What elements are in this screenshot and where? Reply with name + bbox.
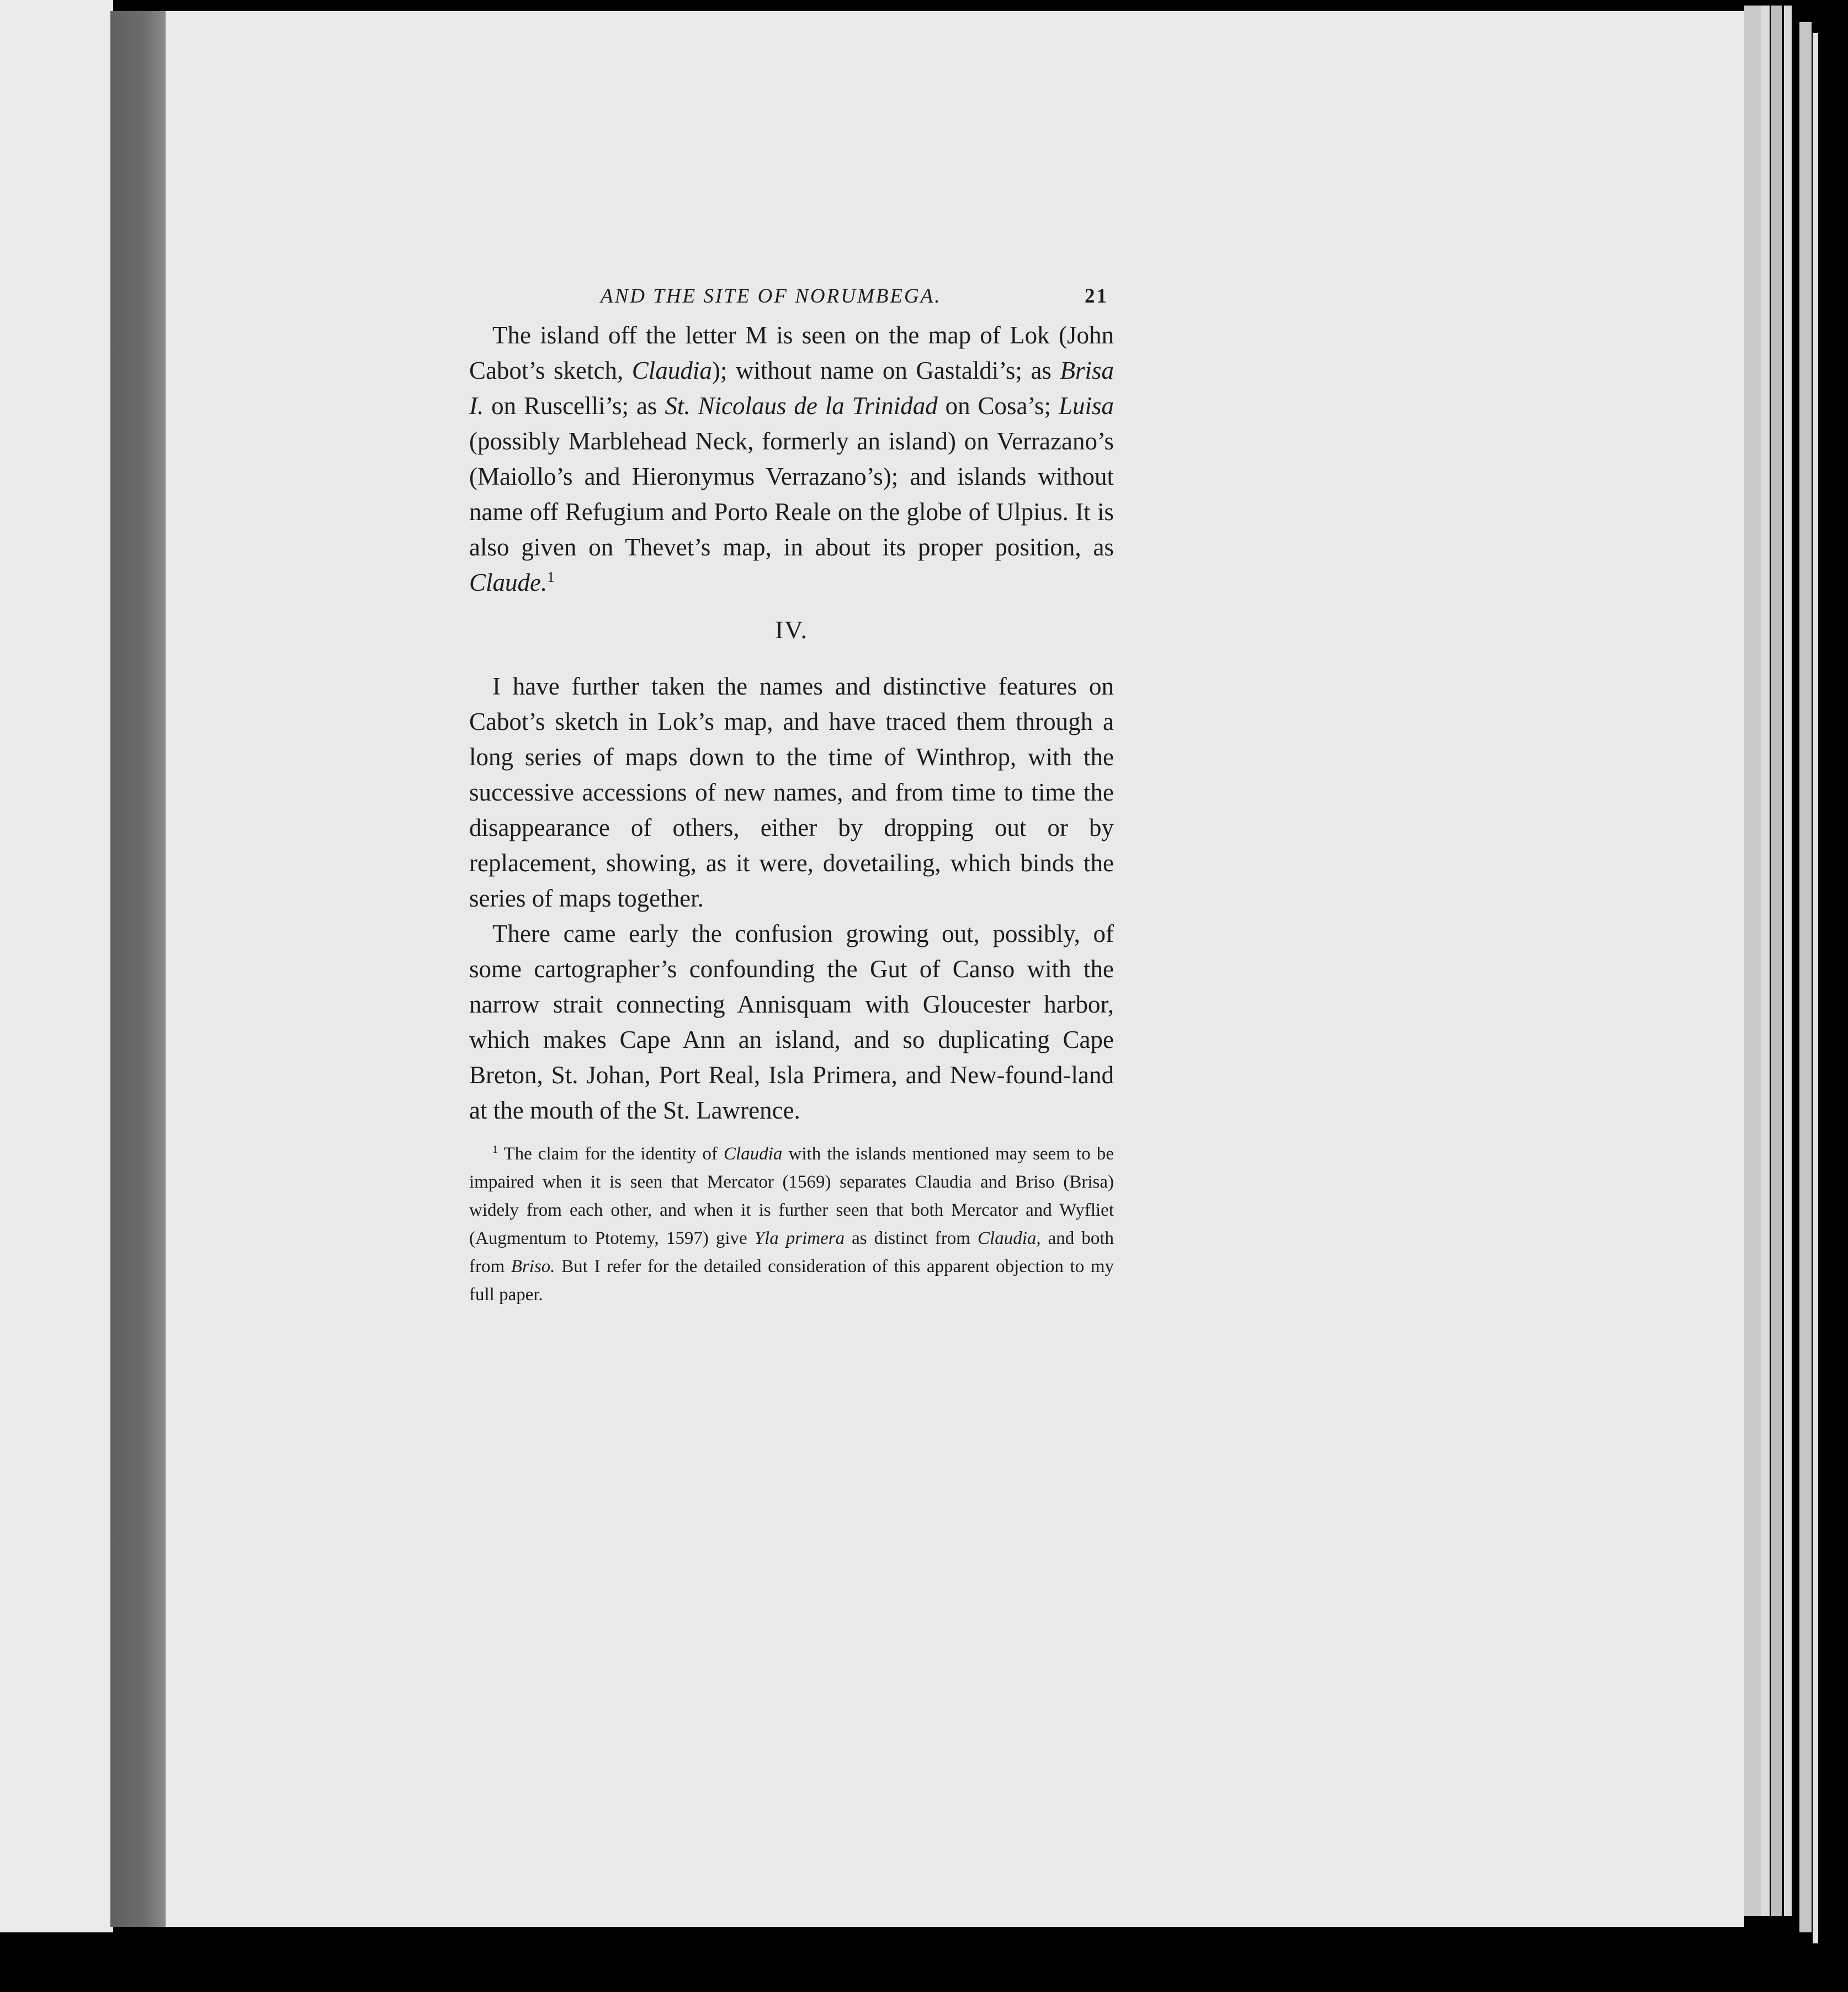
running-head: [469, 284, 1114, 317]
page-edge: [1744, 6, 1761, 1916]
left-page-edge: [0, 0, 113, 1932]
text-block: [469, 284, 1114, 1327]
running-head-title: AND THE SITE OF NORUMBEGA.: [601, 285, 942, 308]
paragraph-1: The island off the letter M is seen on the map of Lok (John Cabot’s sketch, Claudia); without name on Gastaldi’s; as Brisa I. on Ruscelli’s; as St. Nicolaus de la Trinidad on Cosa’s; Luisa (possibly Marblehead Neck, formerly an island) on Verrazano’s (Maiollo’s and Hieronymus Verrazano’s); and islands without name off Refugium and Porto Reale on the globe of Ulpius. It is also given on Thevet’s map, in about its proper position, as Claude.$^1$: [469, 321, 1114, 596]
page-edge: [1784, 6, 1792, 1916]
footnote-reference: 1: [547, 569, 555, 585]
page-edge: [1771, 6, 1782, 1916]
footnote: $^1$ The claim for the identity of Claudia with the islands mentioned may seem to be impaired when it is seen that Mercator (1569) separates Claudia and Briso (Brisa) widely from each other, and when it is further seen that both Mercator and Wyfliet (Augmentum to Ptotemy, 1597) give Yla primera as distinct from Claudia, and both from Briso. But I refer for the detailed consideration of this apparent objection to my full paper.: [469, 1143, 1114, 1305]
page-number: 21: [1085, 285, 1108, 308]
page-edge: [1799, 22, 1812, 1932]
book-gutter: [110, 11, 166, 1927]
paragraph-3: There came early the confusion growing out, possibly, of some cartographer’s confounding the Gut of Canso with the narrow strait connecting Annisquam with Gloucester harbor, which makes Cape Ann an island, and so duplicating Cape Breton, St. Johan, Port Real, Isla Primera, and New-found-land at the mouth of the St. Lawrence.: [469, 920, 1114, 1124]
page-stack-edges: [1744, 0, 1848, 1992]
page-edge: [1813, 33, 1818, 1943]
footnote-marker: 1: [492, 1143, 498, 1156]
page-edge: [1761, 6, 1770, 1916]
paragraph-2: I have further taken the names and distinctive features on Cabot’s sketch in Lok’s map, and have traced them through a long series of maps down to the time of Winthrop, with the successive accessions of new names, and from time to time the disappearance of others, either by dropping out or by replacement, showing, as it were, dovetailing, which binds the series of maps together.: [469, 672, 1114, 912]
section-heading: IV.: [774, 616, 809, 644]
